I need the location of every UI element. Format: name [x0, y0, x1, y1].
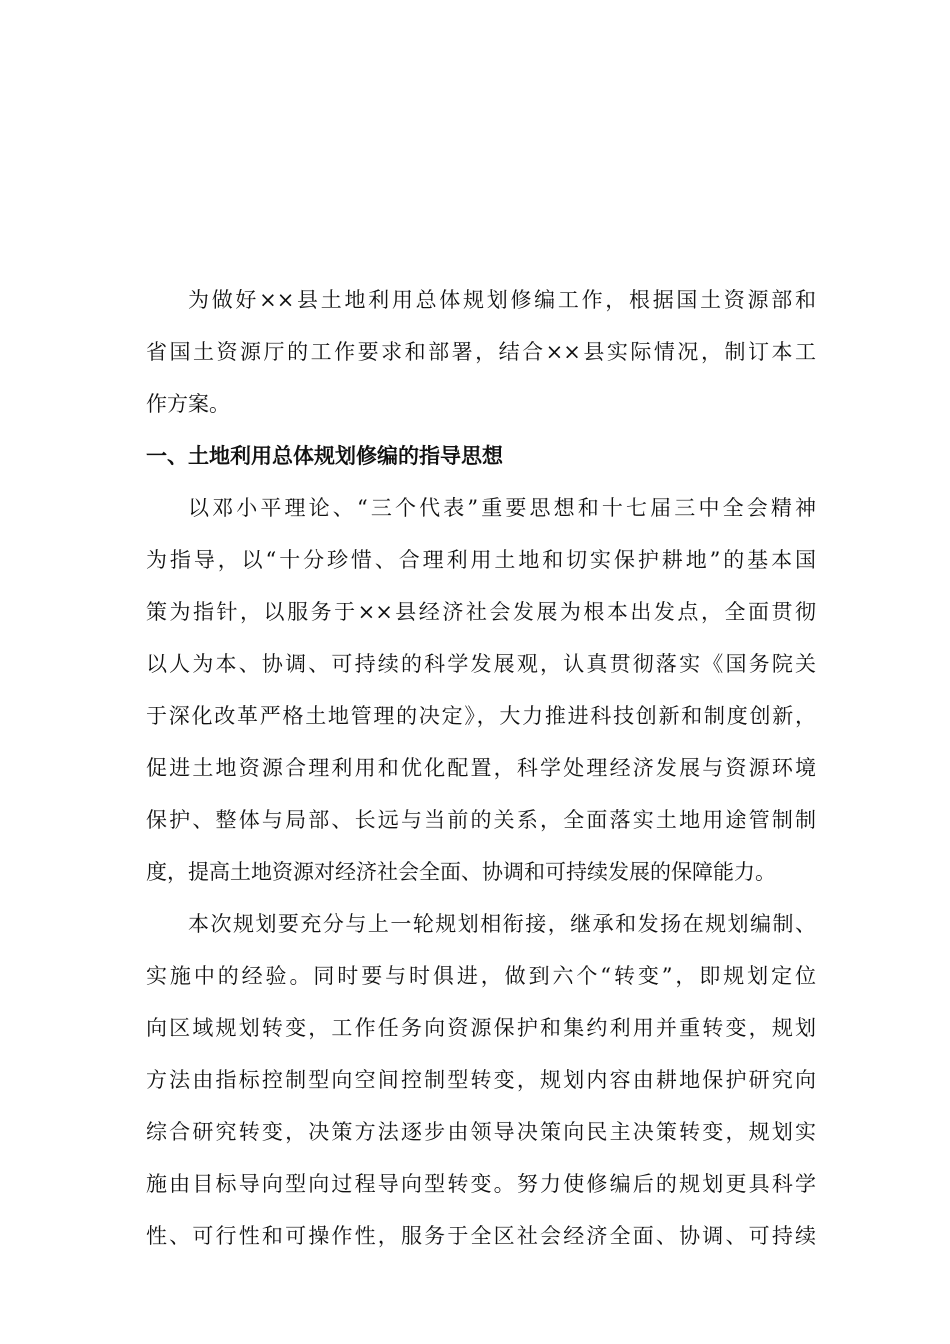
- para2-line-3: 向区域规划转变，工作任务向资源保护和集约利用并重转变，规划: [146, 1016, 816, 1040]
- section-heading: 一、土地利用总体规划修编的指导思想: [146, 444, 503, 468]
- para1-line-3: 策为指针，以服务于××县经济社会发展为根本出发点，全面贯彻: [146, 600, 816, 624]
- para2-line-6: 施由目标导向型向过程导向型转变。努力使修编后的规划更具科学: [146, 1172, 816, 1196]
- para1-line-2: 为指导，以“十分珍惜、合理利用土地和切实保护耕地”的基本国: [146, 548, 816, 572]
- para1-line-7: 保护、整体与局部、长远与当前的关系，全面落实土地用途管制制: [146, 808, 816, 832]
- para2-line-7: 性、可行性和可操作性，服务于全区社会经济全面、协调、可持续: [146, 1224, 816, 1248]
- para2-line-4: 方法由指标控制型向空间控制型转变，规划内容由耕地保护研究向: [146, 1068, 816, 1092]
- intro-line-2: 省国土资源厅的工作要求和部署，结合××县实际情况，制订本工: [146, 340, 816, 364]
- intro-line-1: 为做好××县土地利用总体规划修编工作，根据国土资源部和: [188, 288, 816, 312]
- para1-line-5: 于深化改革严格土地管理的决定》，大力推进科技创新和制度创新，: [146, 704, 816, 728]
- para2-line-5: 综合研究转变，决策方法逐步由领导决策向民主决策转变，规划实: [146, 1120, 816, 1144]
- para1-line-6: 促进土地资源合理利用和优化配置，科学处理经济发展与资源环境: [146, 756, 816, 780]
- para2-line-1: 本次规划要充分与上一轮规划相衔接，继承和发扬在规划编制、: [188, 912, 816, 936]
- para1-line-1: 以邓小平理论、“三个代表”重要思想和十七届三中全会精神: [188, 496, 816, 520]
- para1-line-4: 以人为本、协调、可持续的科学发展观，认真贯彻落实《国务院关: [146, 652, 816, 676]
- para1-line-8: 度，提高土地资源对经济社会全面、协调和可持续发展的保障能力。: [146, 860, 776, 884]
- document-body: [146, 280, 816, 1268]
- intro-line-3: 作方案。: [146, 392, 230, 416]
- para2-line-2: 实施中的经验。同时要与时俱进，做到六个“转变”，即规划定位: [146, 964, 816, 988]
